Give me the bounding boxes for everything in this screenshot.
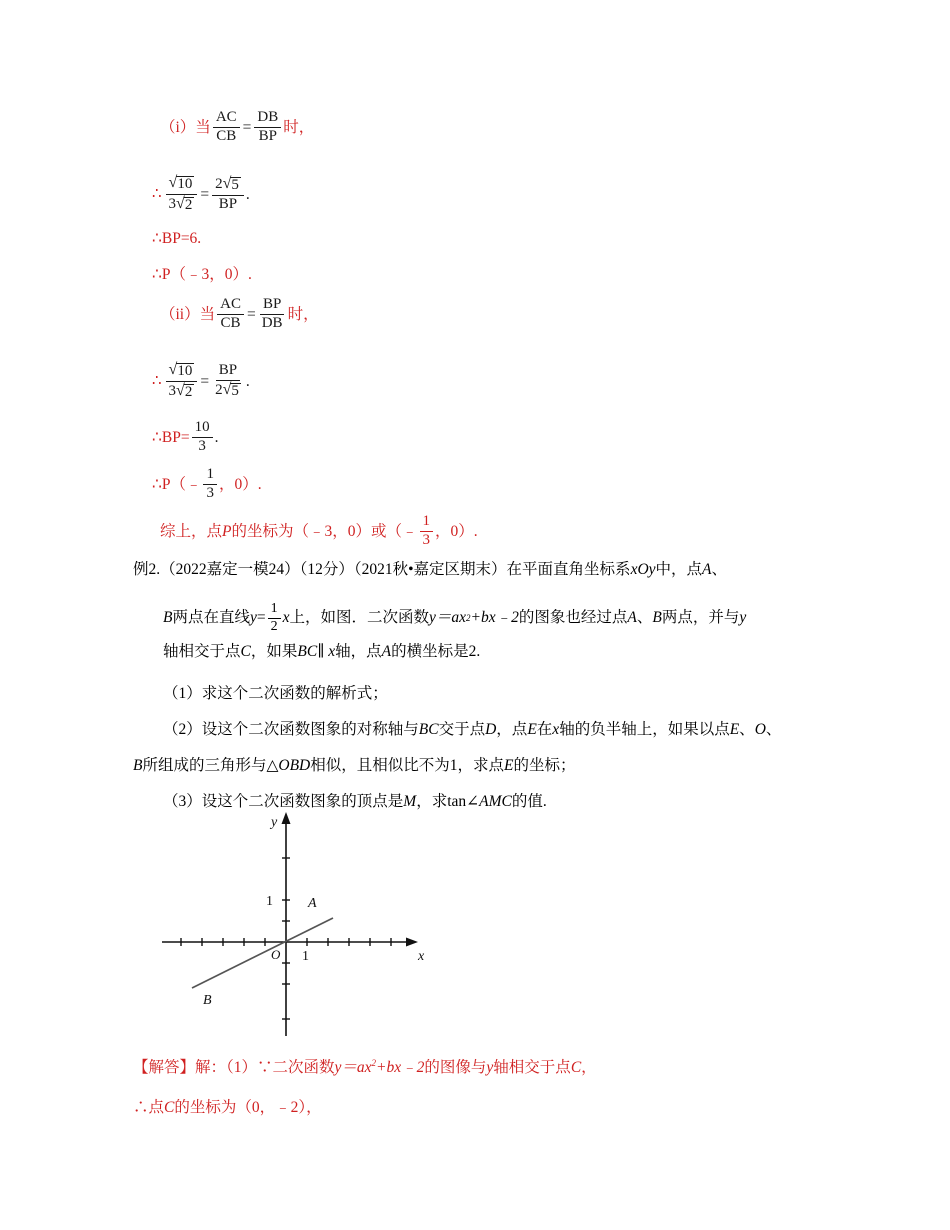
answer-fn: y＝ax xyxy=(334,1059,372,1076)
radical-10: √ 10 xyxy=(168,174,193,192)
q3-point-m: M xyxy=(403,793,417,810)
case-i-condition-line xyxy=(160,110,314,145)
case-ii-point-p-result xyxy=(152,467,262,502)
problem2-line2-text-b: 上，如图．二次函数 xyxy=(289,609,430,627)
answer-y: y xyxy=(486,1059,494,1076)
problem2-line3-point-a: A xyxy=(381,643,392,660)
problem2-line2-text-e: 两点，并与 xyxy=(661,609,740,627)
q2-text-e: 轴的负半轴上，如果以点 xyxy=(559,721,730,738)
radical-2: √ 2 xyxy=(176,194,193,213)
case-i-fraction-left: $\frac{AC}{CB}$ xyxy=(213,110,240,145)
coordinate-axes-svg xyxy=(150,808,450,1043)
problem2-line3-point-c: C xyxy=(240,643,251,660)
case-ii-prefix: （ii）当 xyxy=(160,305,216,323)
answer-mid: 的图像与 xyxy=(424,1059,487,1076)
problem2-statement-line3 xyxy=(163,644,480,660)
x-tick-label-1: 1 xyxy=(302,949,309,964)
case-ii-bp-prefix: ∴BP= xyxy=(152,428,190,446)
conclusion-mid: 的坐标为（﹣3，0）或（﹣ xyxy=(231,522,418,540)
q2-point-e: E xyxy=(527,721,537,738)
case-ii-eq-equals: = xyxy=(200,372,210,390)
conclusion-lead: 综上，点 xyxy=(160,522,223,540)
answer-l2-a: ∴点 xyxy=(133,1099,165,1116)
case-ii-fraction-right: $\frac{BP}{DB}$ xyxy=(261,296,283,331)
q2-text-b: 交于点 xyxy=(438,721,486,738)
case-ii-p-fraction: $\frac{1}{3}$ xyxy=(203,467,217,502)
case-i-prefix: （i）当 xyxy=(160,118,211,136)
problem2-line2-slope-fraction: $\frac{1}{2}$ xyxy=(268,602,281,634)
q2l2-text-b: 相似，且相似比不为1，求点 xyxy=(310,757,505,774)
q2-x: x xyxy=(552,721,560,738)
problem2-question-1: （1）求这个二次函数的解析式； xyxy=(163,685,388,702)
case-i-eq-equals: = xyxy=(200,185,210,203)
coordinate-figure xyxy=(150,808,450,1043)
q2l2-point-e: E xyxy=(504,757,514,774)
radical-2-b: √ 2 xyxy=(176,381,193,400)
answer-line2 xyxy=(133,1100,322,1116)
case-i-eq-left-fraction: √ 10 3 √ 2 xyxy=(166,175,198,214)
q2l2-obd: OBD xyxy=(278,757,311,774)
q2-point-d: D xyxy=(485,721,497,738)
answer-line1 xyxy=(133,1057,597,1076)
problem2-question-2-line1 xyxy=(163,722,781,738)
q2-text-g: 、 xyxy=(765,721,782,738)
problem2-line1-text-c: 、 xyxy=(711,561,728,578)
radical-5: √ 5 xyxy=(222,175,239,193)
problem2-line3-text-a: 轴相交于点 xyxy=(163,643,241,660)
origin-label: O xyxy=(271,947,281,962)
case-ii-p-prefix: ∴P（﹣ xyxy=(152,475,202,493)
case-ii-eq-right-fraction: BP 2 √ 5 xyxy=(215,362,239,399)
problem2-line1-xoy: xOy xyxy=(630,561,656,578)
problem2-line2-x: x xyxy=(282,609,290,627)
case-ii-condition-line xyxy=(160,297,319,332)
case-ii-suffix: 时， xyxy=(287,305,319,323)
problem2-line2-text-d: 、 xyxy=(636,609,653,627)
q3-text-a: （3）设这个二次函数图象的顶点是 xyxy=(163,793,404,810)
problem2-line2-point-a: A xyxy=(627,609,637,627)
case-ii-bp-fraction: $\frac{10}{3}$ xyxy=(192,420,213,455)
answer-tail: 轴相交于点 xyxy=(493,1059,571,1076)
answer-comma: ， xyxy=(581,1059,597,1076)
case-i-eq-right-fraction: 2 √ 5 BP xyxy=(212,176,244,213)
x-axis-arrow xyxy=(406,938,418,947)
therefore-symbol: ∴ xyxy=(152,185,162,202)
q3-text-c: 的值. xyxy=(511,793,547,810)
y-axis-label: y xyxy=(271,815,278,830)
problem2-line1-point-a: A xyxy=(702,561,712,578)
answer-fn-exponent: 2 xyxy=(371,1057,377,1068)
case-ii-equals: = xyxy=(246,305,256,323)
case-ii-bp-result xyxy=(152,420,218,455)
therefore-symbol-2: ∴ xyxy=(152,372,162,389)
problem2-line3-x: x xyxy=(328,643,336,660)
q2-text-c: ，点 xyxy=(496,721,528,738)
case-ii-p-suffix: ，0）. xyxy=(218,475,262,493)
problem2-line3-text-d: 轴，点 xyxy=(335,643,382,660)
q2l2-text-c: 的坐标； xyxy=(513,757,576,774)
problem2-question-2-line2 xyxy=(133,758,576,774)
line-through-AB xyxy=(192,918,333,988)
q2-text-a: （2）设这个二次函数图象的对称轴与 xyxy=(163,721,419,738)
answer-lead: 解：（1）∵二次函数 xyxy=(195,1059,335,1076)
problem2-line3-bc: BC xyxy=(297,643,318,660)
case-i-eq-period: . xyxy=(245,185,250,203)
problem2-line1-text-a: 例2.（2022嘉定一模24）（12分）（2021秋•嘉定区期末）在平面直角坐标系 xyxy=(133,561,631,578)
problem2-line2-text-c: 的图象也经过点 xyxy=(518,609,628,627)
q2-text-d: 在 xyxy=(536,721,553,738)
y-tick-label-1: 1 xyxy=(266,894,273,909)
case-ii-equation-line xyxy=(152,362,250,401)
problem2-line2-point-b: B xyxy=(163,609,173,627)
q3-text-b: ，求tan∠ xyxy=(416,793,480,810)
case-ii-fraction-left: $\frac{AC}{CB}$ xyxy=(217,297,244,332)
x-axis-label: x xyxy=(418,949,425,964)
q2-point-e2: E xyxy=(729,721,740,738)
case-i-equals: = xyxy=(242,118,252,136)
answer-fn2: +bx﹣2 xyxy=(376,1059,425,1076)
q2l2-point-b: B xyxy=(133,757,143,774)
answer-l2-b: 的坐标为（0，﹣2）， xyxy=(174,1099,322,1116)
q2-point-o: O xyxy=(754,721,766,738)
problem2-line3-text-e: 的横坐标是2. xyxy=(391,643,481,660)
conclusion-line xyxy=(160,514,478,549)
point-b-label: B xyxy=(203,993,212,1008)
answer-l2-point-c: C xyxy=(164,1099,175,1116)
problem2-line2-text-a: 两点在直线 xyxy=(172,609,250,627)
case-i-suffix: 时， xyxy=(283,118,315,136)
answer-point-c: C xyxy=(570,1059,582,1076)
conclusion-fraction: $\frac{1}{3}$ xyxy=(420,514,434,549)
problem2-line2-fn: y＝ax xyxy=(429,609,467,627)
problem2-line3-parallel: ∥ xyxy=(317,643,329,660)
y-axis-arrow xyxy=(282,812,291,824)
conclusion-var-p: P xyxy=(222,522,232,540)
case-ii-eq-left-fraction: √ 10 3 √ 2 xyxy=(166,362,198,401)
answer-tag: 【解答】 xyxy=(133,1059,196,1076)
problem2-line2-eq: = xyxy=(256,609,266,627)
q2-text-f: 、 xyxy=(739,721,755,738)
problem2-line2-fn2: +bx﹣2 xyxy=(470,609,519,627)
case-i-bp-result: ∴BP=6. xyxy=(152,230,202,247)
case-i-equation-line xyxy=(152,175,250,214)
case-ii-eq-period: . xyxy=(245,372,250,390)
q3-amc: AMC xyxy=(479,793,512,810)
radical-5-b: √ 5 xyxy=(222,380,239,399)
problem2-line2-yv: y xyxy=(739,609,747,627)
problem2-line1-text-b: 中，点 xyxy=(655,561,703,578)
q2-bc: BC xyxy=(418,721,439,738)
problem2-statement-line1 xyxy=(133,562,727,578)
problem2-statement-line2: B 两点在直线 y = $\frac{1}{2}$ x 上，如图．二次函数 y＝ax 2 +bx﹣2 的图象也经过点 A 、 B 两点，并与 y xyxy=(163,601,747,634)
case-i-fraction-right: $\frac{DB}{BP}$ xyxy=(254,110,281,145)
case-ii-bp-period: . xyxy=(214,428,219,446)
point-a-label: A xyxy=(308,896,317,911)
problem2-line2-y: y xyxy=(249,609,257,627)
problem2-line2-point-b2: B xyxy=(652,609,662,627)
conclusion-tail: ，0）. xyxy=(435,522,478,540)
radical-10-b: √ 10 xyxy=(168,361,193,379)
q2l2-text-a: 所组成的三角形与△ xyxy=(142,757,279,774)
problem2-line3-text-b: ，如果 xyxy=(250,643,298,660)
case-i-point-p-result: ∴P（﹣3，0）. xyxy=(152,266,252,283)
